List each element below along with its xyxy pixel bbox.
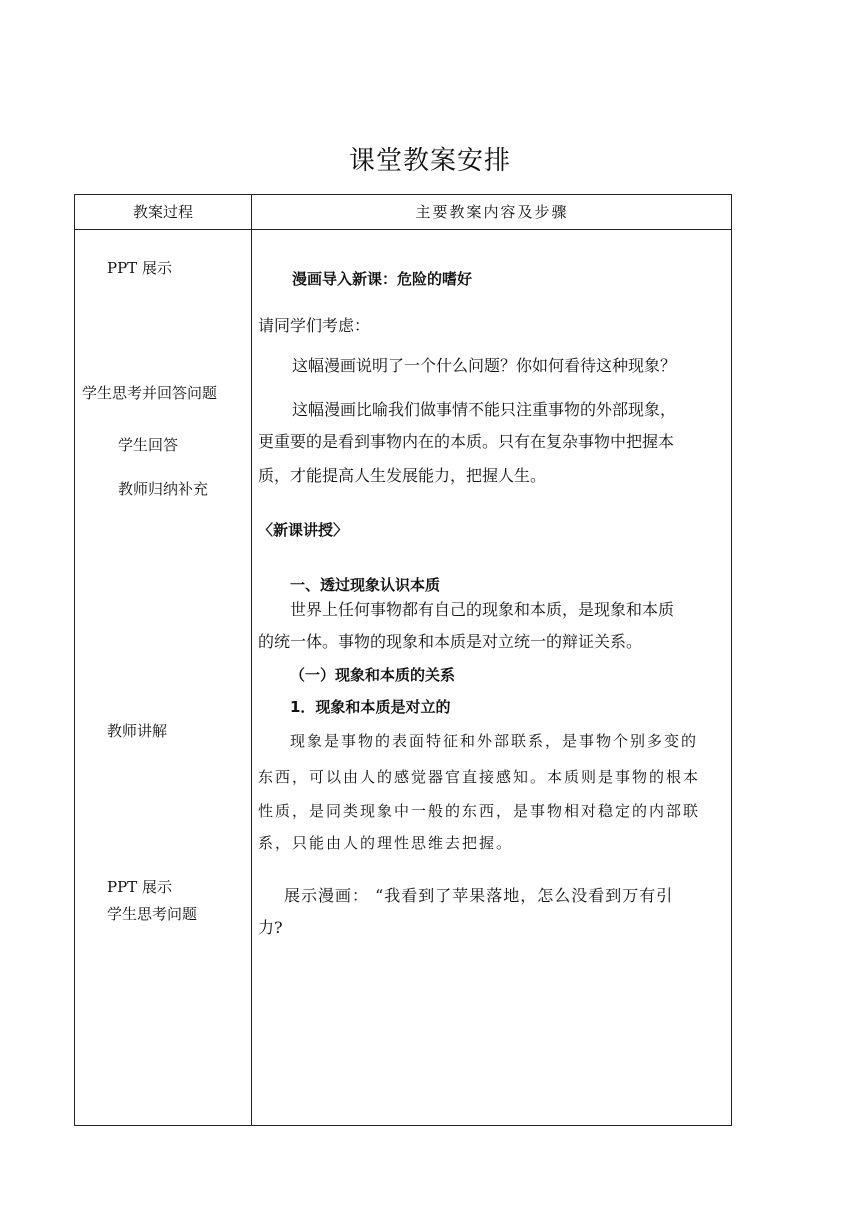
- left-note-teacher-explain: 教师讲解: [107, 722, 168, 740]
- point1-line: 性质，是同类现象中一般的东西，是事物相对稳定的内部联: [258, 802, 701, 820]
- point1-line: 东西，可以由人的感觉器官直接感知。本质则是事物的根本: [258, 768, 701, 786]
- page-title: 课堂教案安排: [348, 146, 511, 176]
- answer-line: 更重要的是看到事物内在的本质。只有在复杂事物中把握本: [258, 432, 675, 451]
- left-note-ppt-show-2: PPT 展示: [107, 878, 172, 896]
- left-note-student-think-question: 学生思考问题: [107, 905, 198, 923]
- point1-heading: 1．现象和本质是对立的: [290, 698, 451, 716]
- intro-heading: 漫画导入新课：危险的嗜好: [292, 270, 473, 288]
- comic-line: 展示漫画： “我看到了苹果落地，怎么没看到万有引: [284, 886, 674, 905]
- header-divider: [75, 229, 731, 230]
- column-divider: [251, 195, 252, 1125]
- section1-line: 世界上任何事物都有自己的现象和本质，是现象和本质: [290, 600, 675, 619]
- left-note-student-answer: 学生回答: [118, 436, 179, 454]
- header-process: 教案过程: [132, 203, 193, 221]
- point1-line: 现象是事物的表面特征和外部联系，是事物个别多变的: [290, 732, 699, 750]
- left-note-teacher-summary: 教师归纳补充: [118, 480, 209, 498]
- question-text: 这幅漫画说明了一个什么问题？你如何看待这种现象？: [292, 356, 677, 375]
- answer-line: 这幅漫画比喻我们做事情不能只注重事物的外部现象，: [292, 400, 677, 419]
- new-lesson-heading: 〈新课讲授〉: [258, 521, 349, 539]
- answer-line: 质，才能提高人生发展能力，把握人生。: [258, 466, 547, 485]
- subsection-heading: （一）现象和本质的关系: [290, 666, 456, 684]
- left-note-student-think-answer: 学生思考并回答问题: [82, 384, 218, 402]
- section1-heading: 一、透过现象认识本质: [290, 576, 441, 594]
- header-content: 主要教案内容及步骤: [415, 203, 569, 221]
- prompt-text: 请同学们考虑：: [258, 316, 371, 335]
- comic-line: 力?: [258, 918, 283, 937]
- left-note-ppt-show: PPT 展示: [107, 259, 172, 277]
- section1-line: 的统一体。事物的现象和本质是对立统一的辩证关系。: [258, 632, 643, 651]
- point1-line: 系，只能由人的理性思维去把握。: [258, 834, 514, 852]
